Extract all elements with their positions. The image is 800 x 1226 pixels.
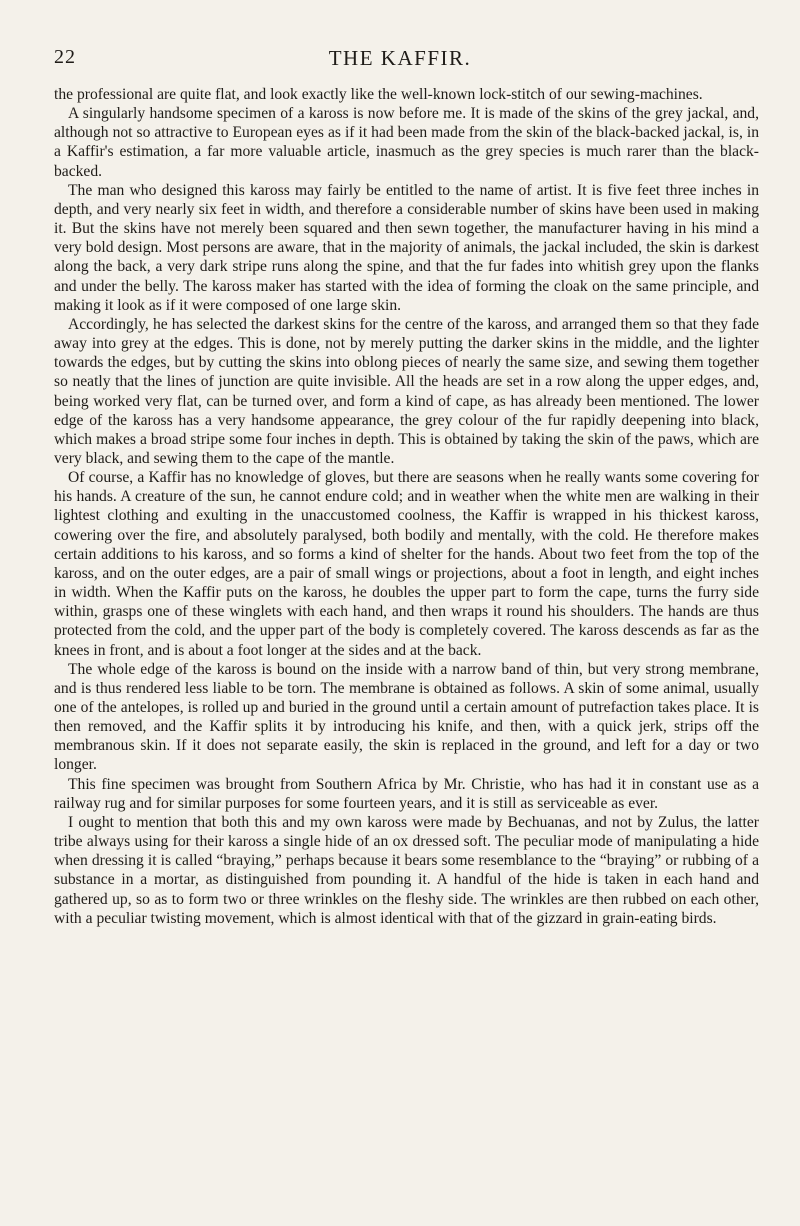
page-number: 22 xyxy=(54,46,76,68)
paragraph-membrane-binding: The whole edge of the kaross is bound on the inside with a narrow band of thin, but very strong membrane, and is thus rendered less liable to be torn. The membrane is obtained as follows. A skin of some animal, usually one of the antelopes, is rolled up and buried in the ground until a certain amount of putrefaction takes place. It is then removed, and the Kaffir splits it by introducing his knife, and then, with a quick jerk, strips off the membranous skin. If it does not separate easily, the skin is replaced in the ground, and left for a day or two longer. xyxy=(54,660,759,774)
paragraph-braying: I ought to mention that both this and my own kaross were made by Bechuanas, and not by Zulus, the latter tribe always using for their kaross a single hide of an ox dressed soft. The peculiar mode of manipulating a hide when dressing it is called “braying,” perhaps because it bears some resemblance to the “braying” or rubbing of a substance in a mortar, as distinguished from pounding it. A handful of the hide is taken in each hand and gathered up, so as to form two or three wrinkles on the fleshy side. The wrinkles are then rubbed on each other, with a peculiar twisting movement, which is almost identical with that of the gizzard in grain-eating birds. xyxy=(54,813,759,927)
paragraph-kaross-design: The man who designed this kaross may fairly be entitled to the name of artist. It is five feet three inches in depth, and very nearly six feet in width, and therefore a considerable number of skins have been used in making it. But the skins have not merely been squared and then sewn together, the manufacturer having in his mind a very bold design. Most persons are aware, that in the majority of animals, the jackal included, the skin is darkest along the back, a very dark stripe runs along the spine, and that the fur fades into whitish grey upon the flanks and under the belly. The kaross maker has started with the idea of forming the cloak on the same principle, and making it look as if it were composed of one large skin. xyxy=(54,181,759,314)
paragraph-continuation: the professional are quite flat, and look exactly like the well-known lock-stitch of our sewing-machines. xyxy=(54,86,703,103)
paragraph-skin-arrangement: Accordingly, he has selected the darkest skins for the centre of the kaross, and arranged them so that they fade away into grey at the edges. This is done, not by merely putting the darker skins in the middle, and the lighter towards the edges, but by cutting the skins into oblong pieces of nearly the same size, and sewing them together so neatly that the lines of junction are quite invisible. All the heads are set in a row along the upper edges, and, being worked very flat, can be turned over, and form a kind of cape, as has already been mentioned. The lower edge of the kaross has a very handsome appearance, the grey colour of the fur rapidly deepening into black, which makes a broad stripe some four inches in depth. This is obtained by taking the skin of the paws, which are very black, and sewing them to the cape of the mantle. xyxy=(54,315,759,467)
body-text xyxy=(54,85,759,928)
paragraph-specimen-origin: This fine specimen was brought from Southern Africa by Mr. Christie, who has had it in constant use as a railway rug and for similar purposes for some fourteen years, and it is still as serviceable as ever. xyxy=(54,775,759,812)
running-head xyxy=(54,46,746,76)
paragraph-hand-covering: Of course, a Kaffir has no knowledge of gloves, but there are seasons when he really wants some covering for his hands. A creature of the sun, he cannot endure cold; and in weather when the white men are walking in their lightest clothing and exulting in the unaccustomed coolness, the Kaffir is wrapped in his thickest kaross, cowering over the fire, and absolutely paralysed, both bodily and mentally, with the cold. He therefore makes certain additions to his kaross, and so forms a kind of shelter for the hands. About two feet from the top of the kaross, and on the outer edges, are a pair of small wings or projections, about a foot in length, and eight inches in width. When the Kaffir puts on the kaross, he doubles the upper part to form the cape, turns the furry side within, grasps one of these winglets with each hand, and then wraps it round his shoulders. The hands are thus protected from the cold, and the upper part of the body is completely covered. The kaross descends as far as the knees in front, and is about a foot longer at the sides and at the back. xyxy=(54,469,759,659)
paragraph-kaross-specimen: A singularly handsome specimen of a kaross is now before me. It is made of the skins of the grey jackal, and, although not so attractive to European eyes as if it had been made from the skin of the black-backed jackal, is, in a Kaffir's estimation, a far more valuable article, inasmuch as the grey species is much rarer than the black-backed. xyxy=(54,105,759,180)
running-title: THE KAFFIR. xyxy=(328,46,472,70)
